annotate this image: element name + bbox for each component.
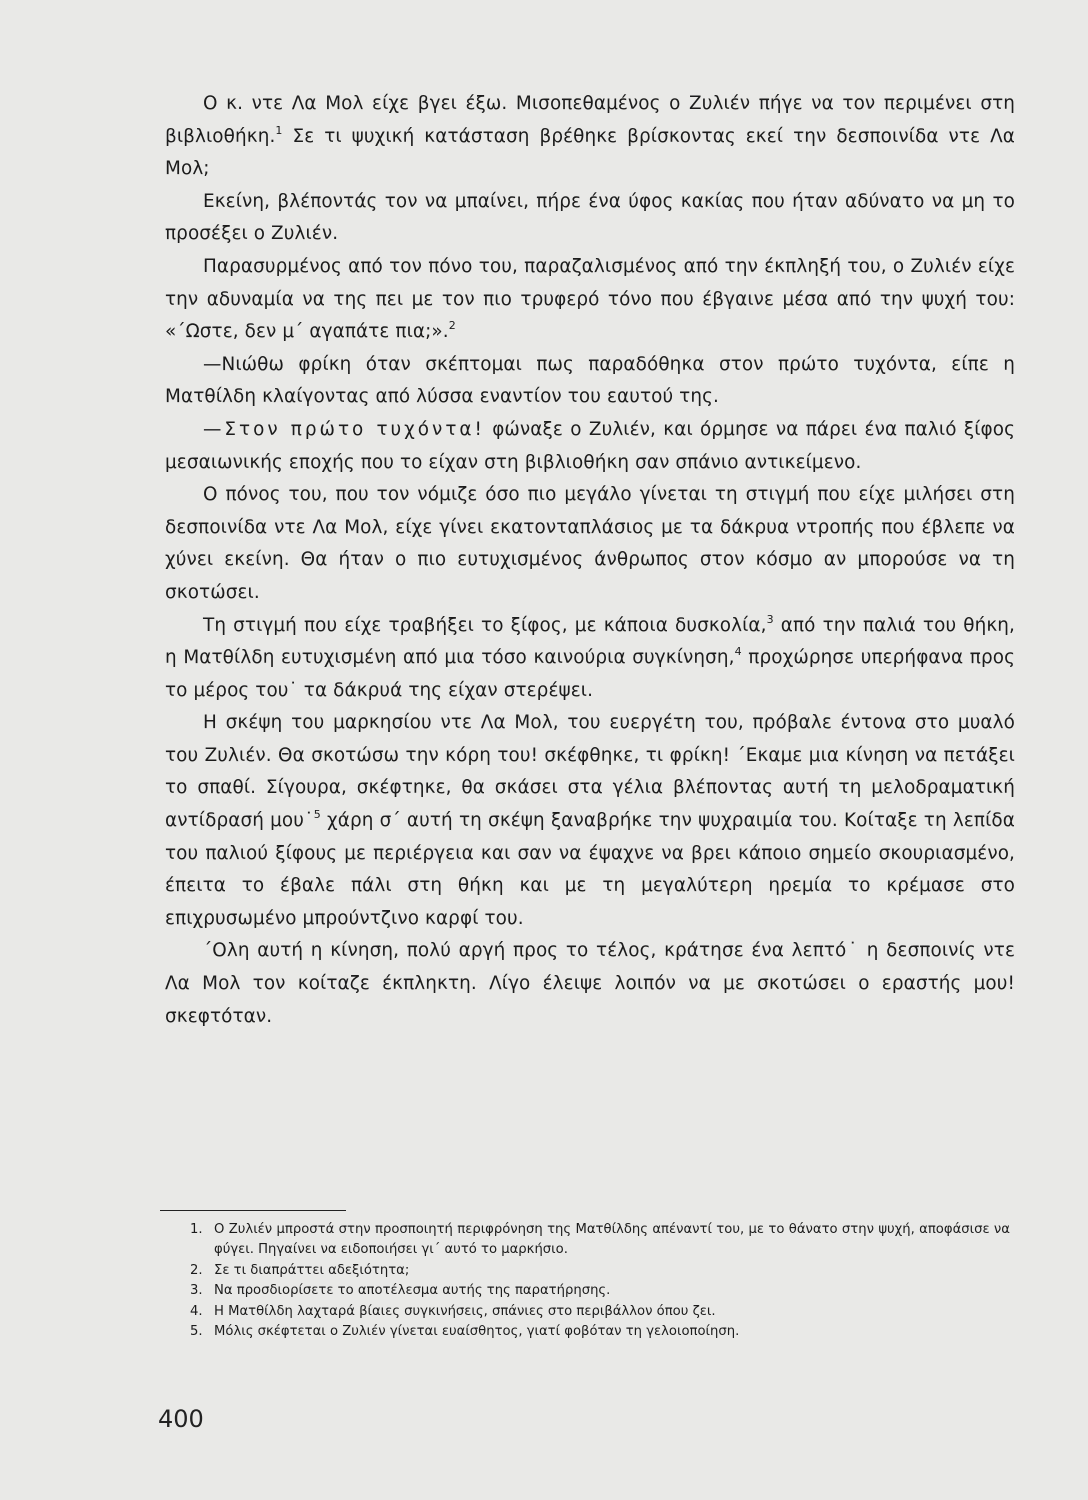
footnote: 1. Ο Ζυλιέν μπροστά στην προσποιητή περιφρόνηση της Ματθίλδης απέναντί του, με το θάνατο στην ψυχή, αποφάσισε να φύγει. Πηγαίνει να ειδοποιήσει γι΄ αυτό το μαρκήσιο. xyxy=(190,1222,1010,1258)
footnote-ref-3: 3 xyxy=(766,612,774,626)
paragraph-5: —Στον πρώτο τυχόντα! φώναξε ο Ζυλιέν, και όρμησε να πάρει ένα παλιό ξίφος μεσαιωνικής εποχής που το είχαν στη βιβλιοθήκη σαν σπάνιο αντικείμενο. xyxy=(165,418,1015,473)
paragraph-2: Εκείνη, βλέποντάς τον να μπαίνει, πήρε ένα ύφος κακίας που ήταν αδύνατο να μη το προσέξει ο Ζυλιέν. xyxy=(165,190,1015,245)
paragraph-4: —Νιώθω φρίκη όταν σκέπτομαι πως παραδόθηκα στον πρώτο τυχόντα, είπε η Ματθίλδη κλαίγοντας από λύσσα εναντίον του εαυτού της. xyxy=(165,353,1015,408)
footnote: 2. Σε τι διαπράττει αδεξιότητα; xyxy=(190,1262,410,1278)
paragraph-6: Ο πόνος του, που τον νόμιζε όσο πιο μεγάλο γίνεται τη στιγμή που είχε μιλήσει στη δεσποινίδα ντε Λα Μολ, είχε γίνει εκατονταπλάσιος με τα δάκρυα ντροπής που έβλεπε να χύνει εκείνη. Θα ήταν ο πιο ευτυχισμένος άνθρωπος στον κόσμο αν μπορούσε να τη σκοτώσει. xyxy=(165,484,1015,603)
footnote: 4. Η Ματθίλδη λαχταρά βίαιες συγκινήσεις, σπάνιες στο περιβάλλον όπου ζει. xyxy=(190,1303,716,1319)
main-text xyxy=(165,88,1015,1033)
paragraph-9: ΄Ολη αυτή η κίνηση, πολύ αργή προς το τέλος, κράτησε ένα λεπτό˙ η δεσποινίς ντε Λα Μολ τον κοίταζε έκπληκτη. Λίγο έλειψε λοιπόν να με σκοτώσει ο εραστής μου! σκεφτόταν. xyxy=(165,940,1015,1027)
paragraph-8: Η σκέψη του μαρκησίου ντε Λα Μολ, του ευεργέτη του, πρόβαλε έντονα στο μυαλό του Ζυλιέν. Θα σκοτώσω την κόρη του! σκέφθηκε, τι φρίκη! ΄Εκαμε μια κίνηση να πετάξει το σπαθί. Σίγουρα, σκέφτηκε, θα σκάσει στα γέλια βλέποντας αυτή τη μελοδραματική αντίδρασή μου˙$^5$ χάρη σ΄ αυτή τη σκέψη ξαναβρήκε την ψυχραιμία του. Κοίταξε τη λεπίδα του παλιού ξίφους με περιέργεια και σαν να έψαχνε να βρει κάποιο σημείο σκουριασμένο, έπειτα το έβαλε πάλι στη θήκη και με τη μεγαλύτερη ηρεμία το κρέμασε στο επιχρυσωμένο μπρούντζινο καρφί του. xyxy=(165,712,1015,929)
footnote-divider xyxy=(160,1210,346,1211)
paragraph-1: Ο κ. ντε Λα Μολ είχε βγει έξω. Μισοπεθαμένος ο Ζυλιέν πήγε να τον περιμένει στη βιβλιοθήκη.$^1$ Σε τι ψυχική κατάσταση βρέθηκε βρίσκοντας εκεί την δεσποινίδα ντε Λα Μολ; xyxy=(165,93,1015,180)
spaced-emphasis: —Στον πρώτο τυχόντα! xyxy=(203,418,485,440)
footnotes xyxy=(190,1220,1010,1342)
footnote: 3. Να προσδιορίσετε το αποτέλεσμα αυτής της παρατήρησης. xyxy=(190,1283,611,1299)
footnote-ref-5: 5 xyxy=(313,808,321,822)
footnote-ref-1: 1 xyxy=(275,123,283,137)
footnote-ref-4: 4 xyxy=(734,645,742,659)
footnote: 5. Μόλις σκέφτεται ο Ζυλιέν γίνεται ευαίσθητος, γιατί φοβόταν τη γελοιοποίηση. xyxy=(190,1324,740,1340)
paragraph-3: Παρασυρμένος από τον πόνο του, παραζαλισμένος από την έκπληξή του, ο Ζυλιέν είχε την αδυναμία να της πει με τον πιο τρυφερό τόνο που έβγαινε μέσα από την ψυχή του: «΄Ωστε, δεν μ΄ αγαπάτε πια;».$^2$ xyxy=(165,255,1015,343)
page-number: 400 xyxy=(158,1405,204,1433)
paragraph-7: Τη στιγμή που είχε τραβήξει το ξίφος, με κάποια δυσκολία,$^3$ από την παλιά του θήκη, η Ματθίλδη ευτυχισμένη από μια τόσο καινούρια συγκίνηση,$^4$ προχώρησε υπερήφανα προς το μέρος του˙ τα δάκρυά της είχαν στερέψει. xyxy=(165,612,1016,701)
footnote-ref-2: 2 xyxy=(448,319,456,333)
